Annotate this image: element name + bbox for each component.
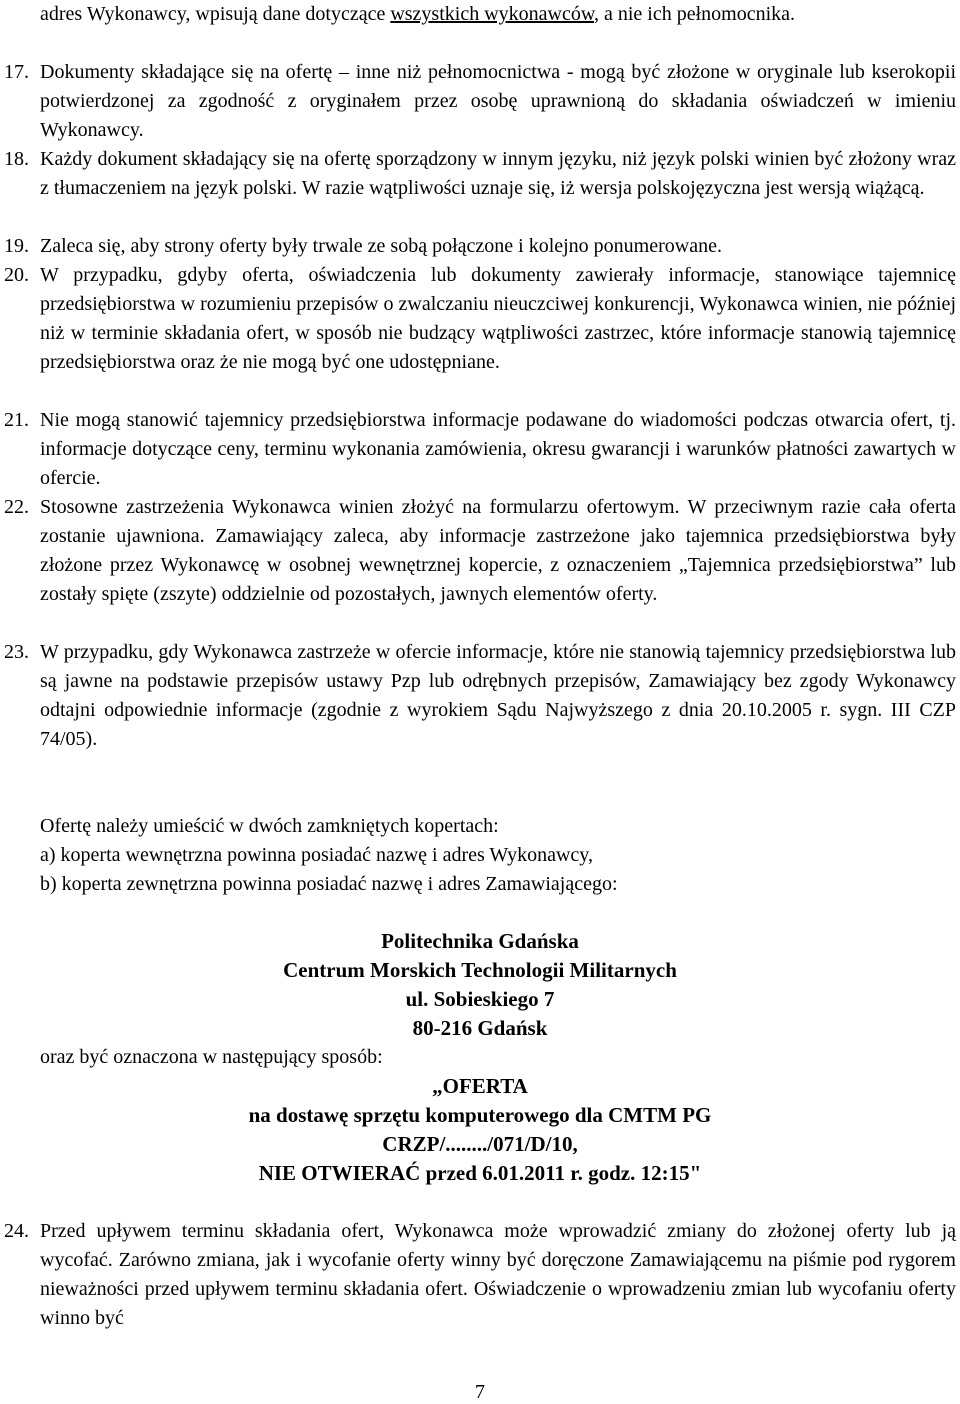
envelope-intro: Ofertę należy umieścić w dwóch zamkniętych kopertach: — [40, 815, 499, 837]
address-line-4: 80-216 Gdańsk — [412, 1016, 548, 1040]
item-number: 19. — [4, 235, 29, 257]
continuation-text — [40, 0, 956, 29]
item-text: Nie mogą stanowić tajemnicy przedsiębiorstwa informacje podawane do wiadomości podczas otwarcia ofert, tj. informacje dotyczące ceny, terminu wykonania zamówienia, okresu gwarancji i warunków płatności zawartych w ofercie. — [40, 409, 956, 489]
item-number: 17. — [4, 61, 29, 83]
continuation-after: , a nie ich pełnomocnika. — [594, 3, 796, 25]
page-number: 7 — [475, 1381, 485, 1403]
label-line-1: „OFERTA — [432, 1074, 528, 1098]
address-line-1: Politechnika Gdańska — [381, 929, 579, 953]
item-text: Dokumenty składające się na ofertę – inne niż pełnomocnictwa - mogą być złożone w oryginale lub kserokopii potwierdzonej za zgodność z oryginałem przez osobę uprawnioną do składania oświadczeń w imieniu Wykonawcy. — [40, 61, 956, 141]
item-number: 18. — [4, 148, 29, 170]
label-line-2: na dostawę sprzętu komputerowego dla CMTM PG — [248, 1103, 712, 1127]
item-text: Stosowne zastrzeżenia Wykonawca winien złożyć na formularzu ofertowym. W przeciwnym razie cała oferta zostanie ujawniona. Zamawiający zaleca, aby informacje zastrzeżone jako tajemnica przedsiębiorstwa były złożone przez Wykonawcę w osobnej wewnętrznej kopercie, z oznaczeniem „Tajemnica przedsiębiorstwa” lub zostały spięte (zszyte) oddzielnie od pozostałych, jawnych elementów oferty. — [40, 496, 956, 605]
item-number: 22. — [4, 496, 29, 518]
label-line-4: NIE OTWIERAĆ przed 6.01.2011 r. godz. 12:15" — [258, 1161, 702, 1185]
label-line-3: CRZP/......../071/D/10, — [382, 1132, 578, 1156]
address-line-2: Centrum Morskich Technologii Militarnych — [283, 958, 677, 982]
list-item-20 — [4, 261, 956, 377]
item-text: Zaleca się, aby strony oferty były trwale ze sobą połączone i kolejno ponumerowane. — [40, 235, 722, 257]
item-number: 20. — [4, 264, 29, 286]
list-item-21 — [4, 406, 956, 493]
continuation-underlined: wszystkich wykonawców — [390, 3, 594, 25]
marking-intro: oraz być oznaczona w następujący sposób: — [40, 1046, 383, 1068]
item-text: W przypadku, gdy Wykonawca zastrzeże w ofercie informacje, które nie stanowią tajemnicy przedsiębiorstwa lub są jawne na podstawie przepisów ustawy Pzp lub odrębnych przepisów, Zamawiający bez zgody Wykonawcy odtajni odpowiednie informacje (zgodnie z wyrokiem Sądu Najwyższego z dnia 20.10.2005 r. sygn. III CZP 74/05). — [40, 641, 956, 750]
list-item-24 — [4, 1217, 956, 1333]
item-text: Przed upływem terminu składania ofert, Wykonawca może wprowadzić zmiany do złożonej oferty lub ją wycofać. Zarówno zmiana, jak i wycofanie oferty winny być doręczone Zamawiającemu na piśmie pod rygorem nieważności przed upływem terminu składania ofert. Oświadczenie o wprowadzeniu zmian lub wycofaniu oferty winno być — [40, 1220, 956, 1329]
item-text: W przypadku, gdyby oferta, oświadczenia lub dokumenty zawierały informacje, stanowiące tajemnicę przedsiębiorstwa w rozumieniu przepisów o zwalczaniu nieuczciwej konkurencji, Wykonawca winien, nie później niż w terminie składania ofert, w sposób nie budzący wątpliwości zastrzec, które informacje stanowią tajemnicę przedsiębiorstwa oraz że nie mogą być one udostępniane. — [40, 264, 956, 373]
list-item-19 — [4, 232, 956, 261]
list-item-18 — [4, 145, 956, 203]
item-number: 24. — [4, 1220, 29, 1242]
list-item-23 — [4, 638, 956, 754]
address-line-3: ul. Sobieskiego 7 — [405, 987, 555, 1011]
item-number: 21. — [4, 409, 29, 431]
envelope-outer: b) koperta zewnętrzna powinna posiadać nazwę i adres Zamawiającego: — [40, 873, 618, 895]
list-item-22 — [4, 493, 956, 609]
item-number: 23. — [4, 641, 29, 663]
continuation-before: adres Wykonawcy, wpisują dane dotyczące — [40, 3, 391, 25]
envelope-inner: a) koperta wewnętrzna powinna posiadać nazwę i adres Wykonawcy, — [40, 844, 594, 866]
list-item-17 — [4, 58, 956, 145]
item-text: Każdy dokument składający się na ofertę sporządzony w innym języku, niż język polski winien być złożony wraz z tłumaczeniem na język polski. W razie wątpliwości uznaje się, iż wersja polskojęzyczna jest wersją wiążącą. — [40, 148, 956, 199]
